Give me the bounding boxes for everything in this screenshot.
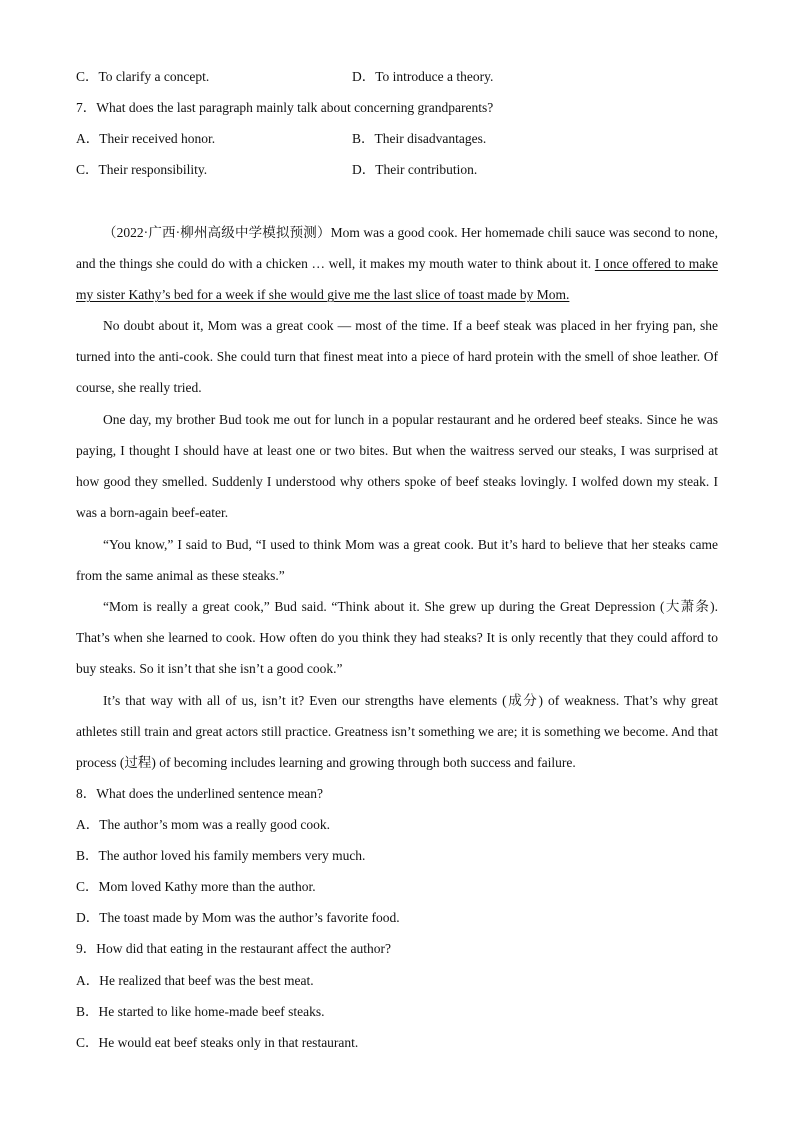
passage-paragraph-5: “Mom is really a great cook,” Bud said. “Think about it. She grew up during the Great Depression (大萧条). That’s when she learned to cook. How often do you think they had steaks? It is only recently that they could afford to buy steaks. So it isn’t that she isn’t a good cook.” [76,599,718,677]
passage-paragraph-2: No doubt about it, Mom was a great cook — most of the time. If a beef steak was placed in her frying pan, she turned into the anti-cook. She could turn that finest meat into a piece of hard protein with the smell of shoe leather. Of course, she really tried. [76,318,718,396]
q8-stem: 8．What does the underlined sentence mean? [76,786,324,801]
q9-option-b: B．He started to like home-made beef steaks. [76,1004,325,1019]
passage-paragraph-3: One day, my brother Bud took me out for lunch in a popular restaurant and he ordered beef steaks. Since he was paying, I thought I should have at least one or two bites. But when the waitress served our steaks, I was surprised at how good they smelled. Suddenly I understood why others spoke of beef steaks lovingly. I wolfed down my steak. I was a born-again beef-eater. [76,412,718,521]
q6-option-d: D．To introduce a theory. [352,69,494,84]
passage-paragraph-6: It’s that way with all of us, isn’t it? Even our strengths have elements (成分) of weakness. That’s why great athletes still train and great actors still practice. Greatness isn’t something we are; it is something we become. And that process (过程) of becoming includes learning and growing through both success and failure. [76,693,718,771]
q9-stem: 9．How did that eating in the restaurant affect the author? [76,941,392,956]
passage-source: （2022·广西·柳州高级中学模拟预测） [103,225,331,240]
q8-option-a: A．The author’s mom was a really good cook. [76,817,330,832]
q7-option-a: A．Their received honor. [76,131,216,146]
q9-option-a: A．He realized that beef was the best meat. [76,973,314,988]
q7-stem: 7．What does the last paragraph mainly talk about concerning grandparents? [76,100,494,115]
q8-option-d: D．The toast made by Mom was the author’s favorite food. [76,910,400,925]
q7-option-c: C．Their responsibility. [76,162,208,177]
q8-option-c: C．Mom loved Kathy more than the author. [76,879,316,894]
q9-option-c: C．He would eat beef steaks only in that restaurant. [76,1035,359,1050]
underlined-sentence: I once offered to make my sister Kathy’s bed for a week if she would give me the last slice of toast made by Mom. [76,256,718,303]
q8-option-b: B．The author loved his family members very much. [76,848,366,863]
passage-p1-text: Mom was a good cook. Her homemade chili sauce was second to none, and the things she could do with a chicken … well, it makes my mouth water to think about it. [76,225,718,272]
q6-options-row [76,61,718,92]
passage-paragraph-4: “You know,” I said to Bud, “I used to think Mom was a great cook. But it’s hard to believe that her steaks came from the same animal as these steaks.” [76,537,718,584]
q7-options-row-1 [76,123,718,154]
q6-option-c: C．To clarify a concept. [76,69,210,84]
q7-options-row-2 [76,154,718,185]
passage-paragraph-1 [76,217,718,310]
q7-option-b: B．Their disadvantages. [352,131,487,146]
q7-option-d: D．Their contribution. [352,162,478,177]
